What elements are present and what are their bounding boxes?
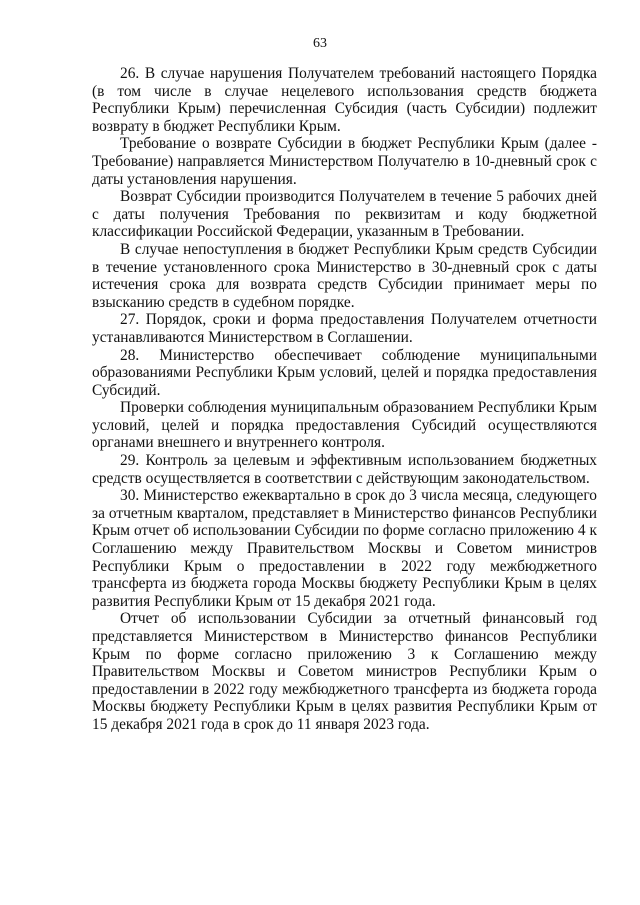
paragraph-return-procedure: Возврат Субсидии производится Получателем в течение 5 рабочих дней с даты получения Требования по реквизитам и коду бюджетной классификации Российской Федерации, указанным в Требовании.	[92, 188, 597, 241]
paragraph-annual-report: Отчет об использовании Субсидии за отчетный финансовый год представляется Министерством в Министерство финансов Республики Крым по форме согласно приложению 3 к Соглашению между Правительством Москвы и Советом министров Республики Крым о предоставлении в 2022 году межбюджетного трансферта из бюджета города Москвы бюджету Республики Крым в целях развития Республики Крым от 15 декабря 2021 года в срок до 11 января 2023 года.	[92, 610, 597, 733]
paragraph-28-compliance: 28. Министерство обеспечивает соблюдение муниципальными образованиями Республики Крым условий, целей и порядка предоставления Субсидий.	[92, 346, 597, 399]
paragraph-return-requirement: Требование о возврате Субсидии в бюджет Республики Крым (далее - Требование) направляется Министерством Получателю в 10-дневный срок с даты установления нарушения.	[92, 135, 597, 188]
paragraph-29-control: 29. Контроль за целевым и эффективным использованием бюджетных средств осуществляется в соответствии с действующим законодательством.	[92, 452, 597, 487]
page-number: 63	[313, 36, 327, 51]
paragraph-30-quarterly-report: 30. Министерство ежеквартально в срок до 3 числа месяца, следующего за отчетным кварталом, представляет в Министерство финансов Республики Крым отчет об использовании Субсидии по форме согласно приложению 4 к Соглашению между Правительством Москвы и Советом министров Республики Крым о предоставлении в 2022 году межбюджетного трансферта из бюджета города Москвы бюджету Республики Крым в целях развития Республики Крым от 15 декабря 2021 года.	[92, 487, 597, 610]
paragraph-non-receipt: В случае непоступления в бюджет Республики Крым средств Субсидии в течение установленного срока Министерство в 30-дневный срок с даты истечения срока для возврата средств Субсидии принимает меры по взысканию средств в судебном порядке.	[92, 240, 597, 311]
paragraph-control-checks: Проверки соблюдения муниципальным образованием Республики Крым условий, целей и порядка предоставления Субсидий осуществляются органами внешнего и внутреннего контроля.	[92, 399, 597, 452]
paragraph-27-reporting: 27. Порядок, сроки и форма предоставления Получателем отчетности устанавливаются Министерством в Соглашении.	[92, 311, 597, 346]
document-body	[92, 65, 597, 734]
paragraph-26-return-on-violation: 26. В случае нарушения Получателем требований настоящего Порядка (в том числе в случае нецелевого использования средств бюджета Республики Крым) перечисленная Субсидия (часть Субсидии) подлежит возврату в бюджет Республики Крым.	[92, 65, 597, 135]
